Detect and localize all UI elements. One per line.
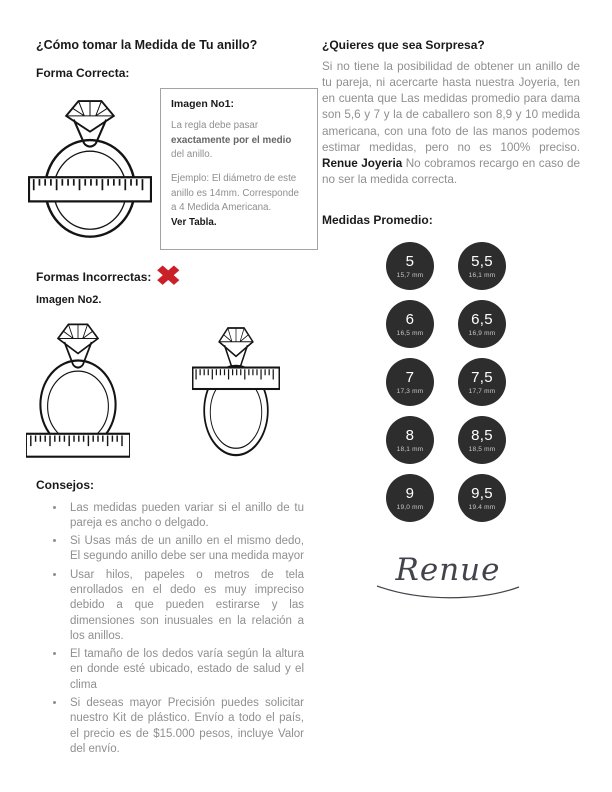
image1-box-title: Imagen No1:	[171, 98, 235, 110]
brand-logo-text: Renue	[395, 552, 501, 589]
ring-correct-illustration	[28, 88, 152, 246]
ring-incorrect-top-ruler-illustration	[192, 316, 280, 462]
tips-list	[36, 501, 304, 758]
brand-logo	[368, 552, 528, 600]
correct-way-heading: Forma Correcta:	[36, 66, 130, 80]
brand-name-inline: Renue Joyeria	[322, 156, 403, 170]
tips-heading: Consejos:	[36, 477, 95, 492]
ring-sizes-grid	[386, 242, 580, 522]
ring-incorrect-bottom-ruler-illustration	[26, 312, 130, 462]
size-badge-8: 8 18,1 mm	[386, 416, 434, 464]
surprise-paragraph: Si no tiene la posibilidad de obtener un anillo de tu pareja, ni acercarte hasta nuestra Joyeria, ten en cuenta que Las medidas promedio para dama son 5,6 y 7 y la de caballero son 8,9 y 10 medida americana, con una foto de las manos podemos estimar medidas, pero no es 100% preciso. Renue Joyeria No cobramos recargo en caso de no ser la medida correcta.	[322, 60, 580, 186]
image1-info-box	[160, 88, 318, 250]
image2-label: Imagen No2.	[36, 293, 102, 306]
size-badge-8-5: 8,5 18,5 mm	[458, 416, 506, 464]
size-badge-6-5: 6,5 16,9 mm	[458, 300, 506, 348]
incorrect-heading-row	[36, 262, 304, 292]
right-column	[322, 38, 580, 600]
size-badge-5: 5 15,7 mm	[386, 242, 434, 290]
average-sizes-heading: Medidas Promedio:	[322, 213, 433, 228]
incorrect-way-heading: Formas Incorrectas:	[36, 269, 152, 284]
size-badge-6: 6 16,5 mm	[386, 300, 434, 348]
ruler-bottom	[26, 433, 130, 456]
see-table-label: Ver Tabla.	[171, 217, 217, 229]
ruler-top	[193, 367, 280, 388]
tip-item: • Las medidas pueden variar si el anillo de tu pareja es ancho o delgado.	[66, 501, 304, 532]
correct-example-row	[36, 88, 304, 250]
tip-item: • Si deseas mayor Precisión puedes solicitar nuestro Kit de plástico. Envío a todo el país, el precio es de $15.000 pesos, incluye Valor del envío.	[66, 696, 304, 757]
size-badge-9-5: 9,5 19.4 mm	[458, 474, 506, 522]
incorrect-examples-row	[36, 312, 304, 462]
left-column	[36, 38, 304, 760]
page-title: ¿Cómo tomar la Medida de Tu anillo?	[36, 38, 258, 52]
tip-item: • Si Usas más de un anillo en el mismo dedo, El segundo anillo debe ser una medida mayor	[66, 534, 304, 565]
image1-box-rule-text: La regla debe pasar exactamente por el medio del anillo.	[171, 120, 292, 161]
ruler-middle	[29, 177, 151, 201]
size-badge-5-5: 5,5 16,1 mm	[458, 242, 506, 290]
size-badge-9: 9 19,0 mm	[386, 474, 434, 522]
size-badge-7: 7 17,3 mm	[386, 358, 434, 406]
tip-item: • Usar hilos, papeles o metros de tela enrollados en el dedo es muy impreciso debido a que pueden estirarse y las dimensiones son inusuales en la relación a los anillos.	[66, 568, 304, 644]
x-mark-icon: ✖	[155, 261, 182, 292]
surprise-heading: ¿Quieres que sea Sorpresa?	[322, 38, 485, 52]
image1-box-example-text: Ejemplo: El diámetro de este anillo es 14mm. Corresponde a 4 Medida Americana.	[171, 173, 299, 214]
tip-item: • El tamaño de los dedos varía según la altura en donde esté ubicado, estado de salud y el clima	[66, 647, 304, 693]
size-badge-7-5: 7,5 17,7 mm	[458, 358, 506, 406]
